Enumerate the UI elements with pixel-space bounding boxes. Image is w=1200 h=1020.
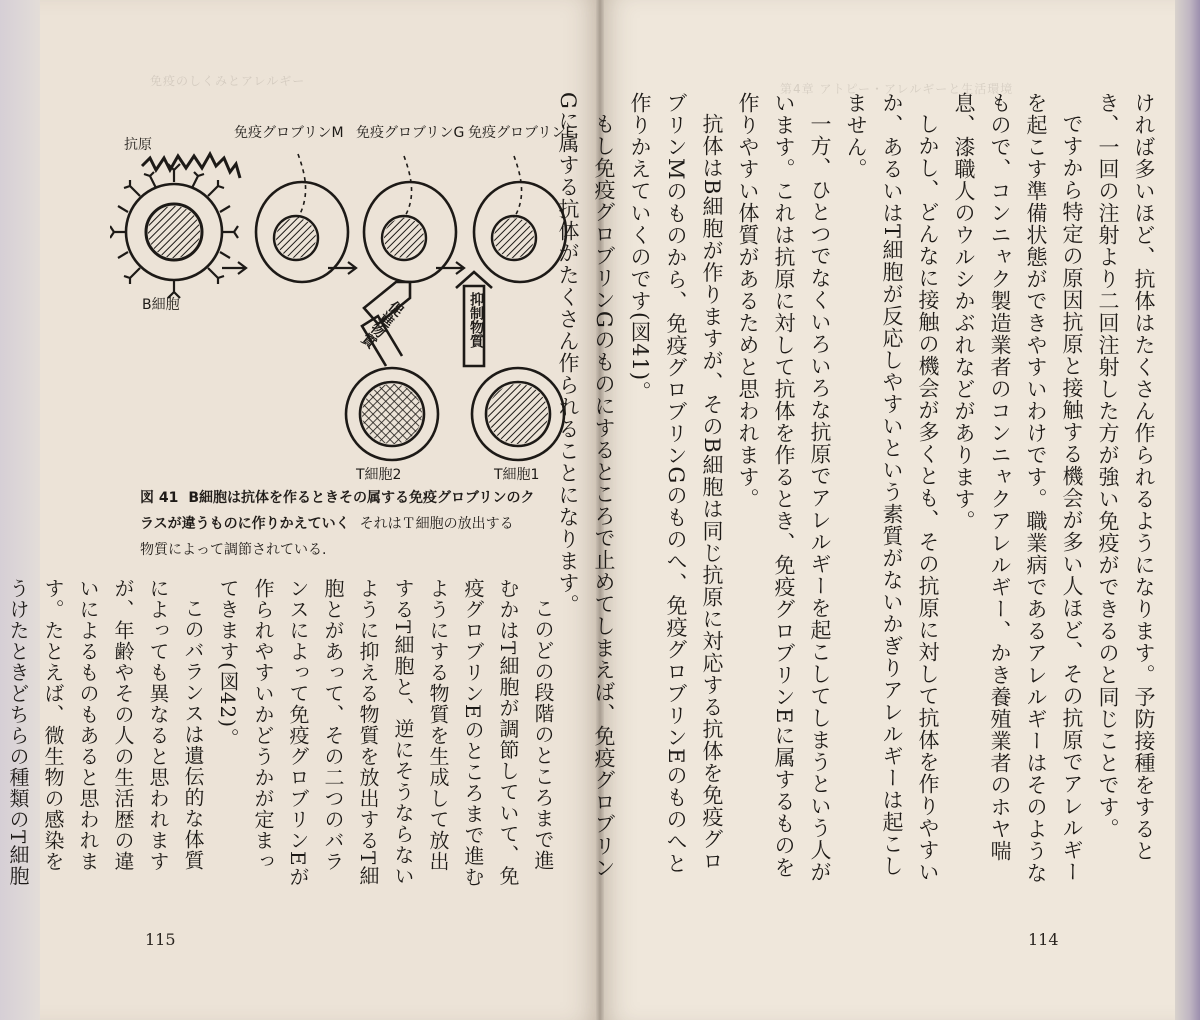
left-page-body [6,578,560,888]
caption-line-1-text: B細胞は抗体を作るときその属する免疫グロブリンのク [188,490,535,506]
book-edge-right [1175,0,1200,1020]
right-page-header-ghost: 第4章 アトピー・アレルギーと生活環境 [780,82,1014,96]
left-page-header-ghost: 免疫のしくみとアレルギー [150,74,306,88]
right-paragraph: ですから特定の原因抗原と接触する機会が多い人ほど、その抗原でアレルギーを起こす準備状態ができやすいわけです。職業病であるアレルギーはそのようなもので、コンニャク製造業者のコンニャクアレルギー、かき養殖業者のホヤ喘息、漆職人のウルシかぶれなどがあります。 [952,92,1084,884]
caption-line-2-text: ラスが違うものに作りかえていく [140,516,350,532]
right-paragraph: 抗体はB細胞が作りますが、そのB細胞は同じ抗原に対応する抗体を免疫グロブリンMのものから、免疫グロブリンGのものへ、免疫グロブリンEのものへと作りかえていくのです(図41)。 [628,92,724,875]
left-page-number: 115 [145,930,176,949]
caption-line-1 [140,487,580,507]
left-paragraph: このバランスは遺伝的な体質によっても異なると思われますが、年齢やその人の生活歴の違いによるものもあると思われます。たとえば、微生物の感染をうけたときどちらの種類のT細胞 [6,578,205,887]
caption-figure-id: 図 41 [140,490,179,506]
label-promoter: 促進物質 [357,297,407,351]
right-paragraph: 一方、ひとつでなくいろいろな抗原でアレルギーを起こしてしまうという人がいます。これは抗原に対して抗体を作るとき、免疫グロブリンEに属するものを作りやすい体質があるためと思われます。 [736,92,832,883]
right-paragraph: ければ多いほど、抗体はたくさん作られるようになります。予防接種をするとき、一回の注射より二回注射した方が強い免疫ができるのと同じことです。 [1096,92,1156,862]
label-suppressor: 抑制物質 [468,292,484,348]
right-paragraph: しかし、どんなに接触の機会が多くとも、その抗原に対して抗体を作りやすいか、あるいはT細胞が反応しやすいという素質がないかぎりアレルギーは起こしません。 [844,92,940,883]
caption-line-3: 物質によって調節されている. [140,542,327,558]
label-igm: 免疫グロブリンM [234,125,344,141]
label-t-cell-2: T細胞2 [356,467,402,483]
antigen-chain [142,154,240,178]
right-page-number: 114 [1028,930,1059,949]
right-paragraph: もし免疫グロブリンGのものにするところで止めてしまえば、免疫グロブリンGに属する抗体がたくさん作られることになります。 [556,92,616,879]
right-page-body [556,92,1162,892]
label-igg: 免疫グロブリンG [356,125,465,141]
caption-line-2 [140,513,580,533]
figure-41 [110,108,575,483]
label-t-cell-1: T細胞1 [494,467,540,483]
label-b-cell: B細胞 [142,297,180,313]
left-paragraph: このどの段階のところまで進むかはT細胞が調節していて、免疫グロブリンEのところまで進むようにする物質を生成して放出するT細胞と、逆にそうならないように抑える物質を放出するT細胞とがあって、その二つのバランスによって免疫グロブリンEが作られやすいかどうかが定まってきます(図42)。 [216,578,555,888]
caption-line-2-rest: それはＴ細胞の放出する [359,516,514,532]
label-ige: 免疫グロブリンE [468,125,575,141]
figure-caption [140,487,580,559]
label-antigen: 抗原 [124,137,152,153]
